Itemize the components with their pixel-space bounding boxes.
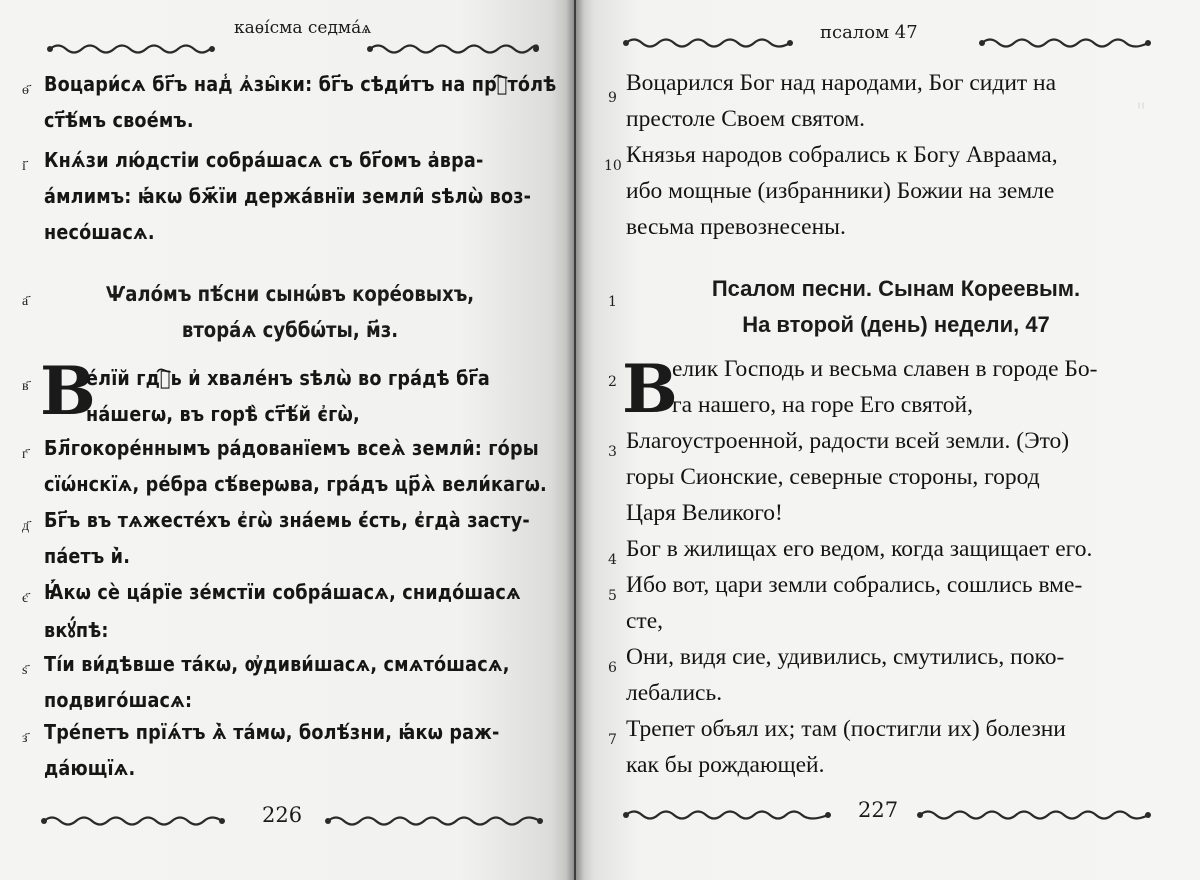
left-psalm-heading-line: Ѱало́мъ пѣ́сни сынѡ́въ коре́овыхъ, — [105, 282, 475, 306]
heading-verse-number: а҃ — [22, 293, 29, 309]
verse-line: как бы рождающей. — [626, 752, 825, 778]
verse-line: сїѡ́нскїѧ, ре́бра сѣ́верѡва, гра́дъ цр҃ѧ̀ вели́кагѡ. — [44, 472, 547, 496]
verse-line: ст҃ѣ́мъ свое́мъ. — [44, 108, 194, 132]
verse-line: елик Господь и весьма славен в городе Бо- — [672, 356, 1098, 382]
verse-number: 6 — [608, 660, 617, 676]
verse-line: Бг҃ъ въ тѧжесте́хъ є҆гѡ̀ зна́емь є҆́сть, є҆гда̀ засту- — [44, 508, 530, 532]
verse-number: ѕ҃ — [22, 662, 28, 678]
right-running-head: псалом 47 — [820, 22, 918, 43]
verse-number: з҃ — [22, 730, 28, 746]
verse-number: і҃ — [22, 158, 26, 174]
verse-line: Они, видя сие, удивились, смутились, поко- — [626, 644, 1065, 670]
right-bottom-ornament-left — [622, 808, 832, 822]
verse-line: престоле Своем святом. — [626, 106, 866, 132]
verse-line: на́шегѡ, въ горѣ̀ ст҃ѣ́й є҆гѡ̀, — [86, 402, 360, 426]
verse-line: Ті́и ви́дѣвше та́кѡ, ѹ҆диви́шасѧ, смѧто́шасѧ, — [44, 652, 510, 676]
verse-line: Благоустроенной, радости всей земли. (Это) — [626, 428, 1070, 454]
right-page-number: 227 — [858, 798, 899, 822]
verse-line: Воцари́сѧ бг҃ъ над̾ ѧ҆зы̑ки: бг҃ъ сѣди́тъ на прⷭ҇то́лѣ — [44, 72, 557, 96]
verse-number: 10 — [604, 158, 622, 174]
verse-number: 2 — [608, 374, 617, 390]
verse-line: ибо мощные (избранники) Божии на земле — [626, 178, 1055, 204]
right-page — [576, 0, 1200, 880]
verse-line: да́ющїѧ. — [44, 756, 136, 780]
heading-verse-number: 1 — [608, 294, 617, 310]
verse-number: 4 — [608, 552, 617, 568]
verse-number: 3 — [608, 444, 617, 460]
verse-line: па́етъ и҆̀. — [44, 544, 131, 568]
left-dropcap: В — [40, 352, 96, 430]
verse-line: Ꙗ҆́кѡ сѐ ца́рїе зе́мстїи собра́шасѧ, снидо́шасѧ — [44, 580, 521, 604]
verse-line: Тре́петъ прїѧ́тъ ѧ҆̀ та́мѡ, болѣ́зни, ꙗ҆́кѡ раж- — [44, 720, 500, 744]
verse-line: Трепет объял их; там (постигли их) болезни — [626, 716, 1066, 742]
verse-line: несо́шасѧ. — [44, 220, 155, 244]
right-psalm-heading-line: На второй (день) недели, 47 — [742, 312, 1050, 337]
verse-line: весьма превознесены. — [626, 214, 846, 240]
verse-line: сте, — [626, 608, 664, 634]
right-top-ornament-right — [978, 36, 1152, 50]
book-gutter — [566, 0, 584, 880]
verse-number: 9 — [608, 90, 617, 106]
right-psalm-heading-line: Псалом песни. Сынам Кореевым. — [711, 276, 1081, 301]
verse-line: Царя Великого! — [626, 500, 783, 526]
verse-number: д҃ — [22, 518, 30, 534]
left-page-number: 226 — [262, 803, 303, 827]
verse-number: в҃ — [22, 378, 29, 394]
verse-number: г҃ — [22, 446, 28, 462]
right-bottom-ornament-right — [916, 808, 1152, 822]
verse-line: горы Сионские, северные стороны, город — [626, 464, 1040, 490]
verse-number: ѳ҃ — [22, 82, 29, 98]
verse-line: Князья народов собрались к Богу Авраама, — [626, 142, 1058, 168]
right-dropcap: В — [622, 350, 678, 428]
left-top-ornament-right — [366, 42, 540, 56]
ghost-bleed-text: " — [1136, 100, 1147, 125]
verse-line: а́млимъ: ꙗ҆́кѡ бж҃їи держа́внїи земли̑ ѕѣлѡ̀ воз- — [44, 184, 532, 208]
verse-line: лебались. — [626, 680, 723, 706]
left-bottom-ornament-right — [324, 814, 544, 828]
verse-line: Бл҃гокоре́ннымъ ра́дованїемъ всеѧ̀ земли̑: го́ры — [44, 436, 539, 460]
left-bottom-ornament-left — [40, 814, 226, 828]
verse-line: Ибо вот, цари земли собрались, сошлись вме- — [626, 572, 1083, 598]
verse-line: подвиго́шасѧ: — [44, 688, 193, 712]
left-top-ornament-left — [46, 42, 216, 56]
verse-line: га нашего, на горе Его святой, — [672, 392, 973, 418]
verse-line: е́лїй гдⷭ҇ь и҆ хвале́нъ ѕѣлѡ̀ во гра́дѣ бг҃а — [86, 366, 491, 390]
verse-number: є҃ — [22, 590, 29, 606]
verse-line: Кнѧ́зи лю́дстіи собра́шасѧ съ бг҃омъ а҆вра- — [44, 148, 484, 172]
verse-number: 7 — [608, 732, 617, 748]
verse-line: Воцарился Бог над народами, Бог сидит на — [626, 70, 1057, 96]
left-page — [0, 0, 574, 880]
left-running-head: каѳі́сма седма́ѧ — [234, 18, 372, 38]
verse-line: вкꙋ́пѣ: — [44, 618, 109, 642]
verse-number: 5 — [608, 588, 617, 604]
verse-line: Бог в жилищах его ведом, когда защищает его. — [626, 536, 1093, 562]
right-top-ornament-left — [622, 36, 794, 50]
left-psalm-heading-line: втора́ѧ суббѡ́ты, м҃з. — [181, 318, 399, 342]
